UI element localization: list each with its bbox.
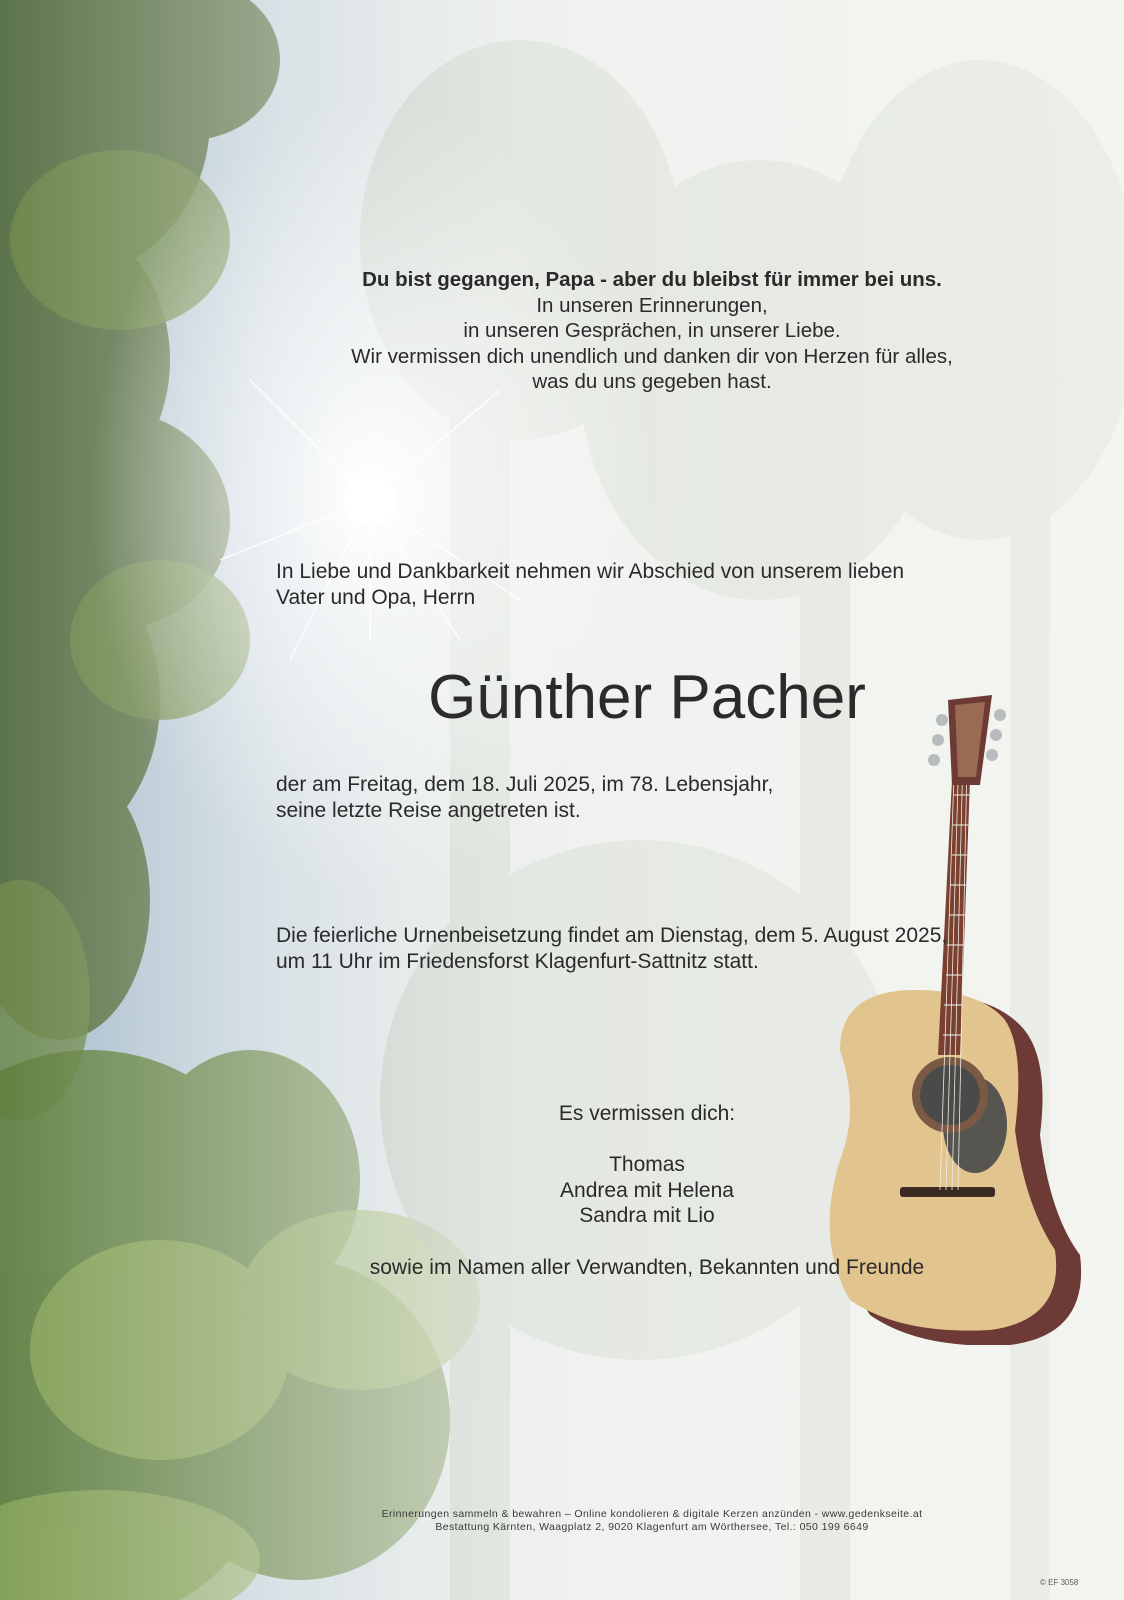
poem-line: in unseren Gesprächen, in unserer Liebe. bbox=[463, 319, 841, 342]
farewell-intro bbox=[276, 559, 1036, 610]
poem-block bbox=[220, 267, 1084, 395]
footer-line-address: Bestattung Kärnten, Waagplatz 2, 9020 Klagenfurt am Wörthersee, Tel.: 050 199 6649 bbox=[435, 1521, 869, 1533]
intro-line: Vater und Opa, Herrn bbox=[276, 585, 476, 609]
passing-line: der am Freitag, dem 18. Juli 2025, im 78. Lebensjahr, bbox=[276, 773, 774, 796]
poem-title: Du bist gegangen, Papa - aber du bleibst für immer bei uns. bbox=[362, 268, 942, 291]
intro-line: In Liebe und Dankbarkeit nehmen wir Abschied von unserem lieben bbox=[276, 560, 905, 583]
footer bbox=[220, 1508, 1084, 1534]
ceremony-line: Die feierliche Urnenbeisetzung findet am Dienstag, dem 5. August 2025, bbox=[276, 924, 948, 947]
mourners-list bbox=[300, 1152, 994, 1229]
mourner-name: Sandra mit Lio bbox=[579, 1204, 715, 1227]
ceremony-info bbox=[276, 923, 1036, 974]
mourners-closing: sowie im Namen aller Verwandten, Bekannten und Freunde bbox=[369, 1256, 925, 1279]
mourner-name: Thomas bbox=[609, 1153, 685, 1176]
passing-line: seine letzte Reise angetreten ist. bbox=[276, 798, 581, 822]
poem-line: In unseren Erinnerungen, bbox=[536, 293, 768, 317]
passing-info bbox=[276, 772, 976, 823]
mourner-name: Andrea mit Helena bbox=[560, 1178, 734, 1202]
poem-line: Wir vermissen dich unendlich und danken dir von Herzen für alles, bbox=[351, 344, 953, 368]
mourners-heading: Es vermissen dich: bbox=[558, 1102, 736, 1125]
footer-line-website: Erinnerungen sammeln & bewahren – Online kondolieren & digitale Kerzen anzünden - www.gedenkseite.at bbox=[381, 1508, 923, 1520]
deceased-name: Günther Pacher bbox=[428, 663, 866, 732]
ceremony-line: um 11 Uhr im Friedensforst Klagenfurt-Sattnitz statt. bbox=[276, 949, 759, 973]
template-code: © EF 3058 bbox=[1040, 1578, 1079, 1587]
poem-line: was du uns gegeben hast. bbox=[532, 370, 772, 393]
